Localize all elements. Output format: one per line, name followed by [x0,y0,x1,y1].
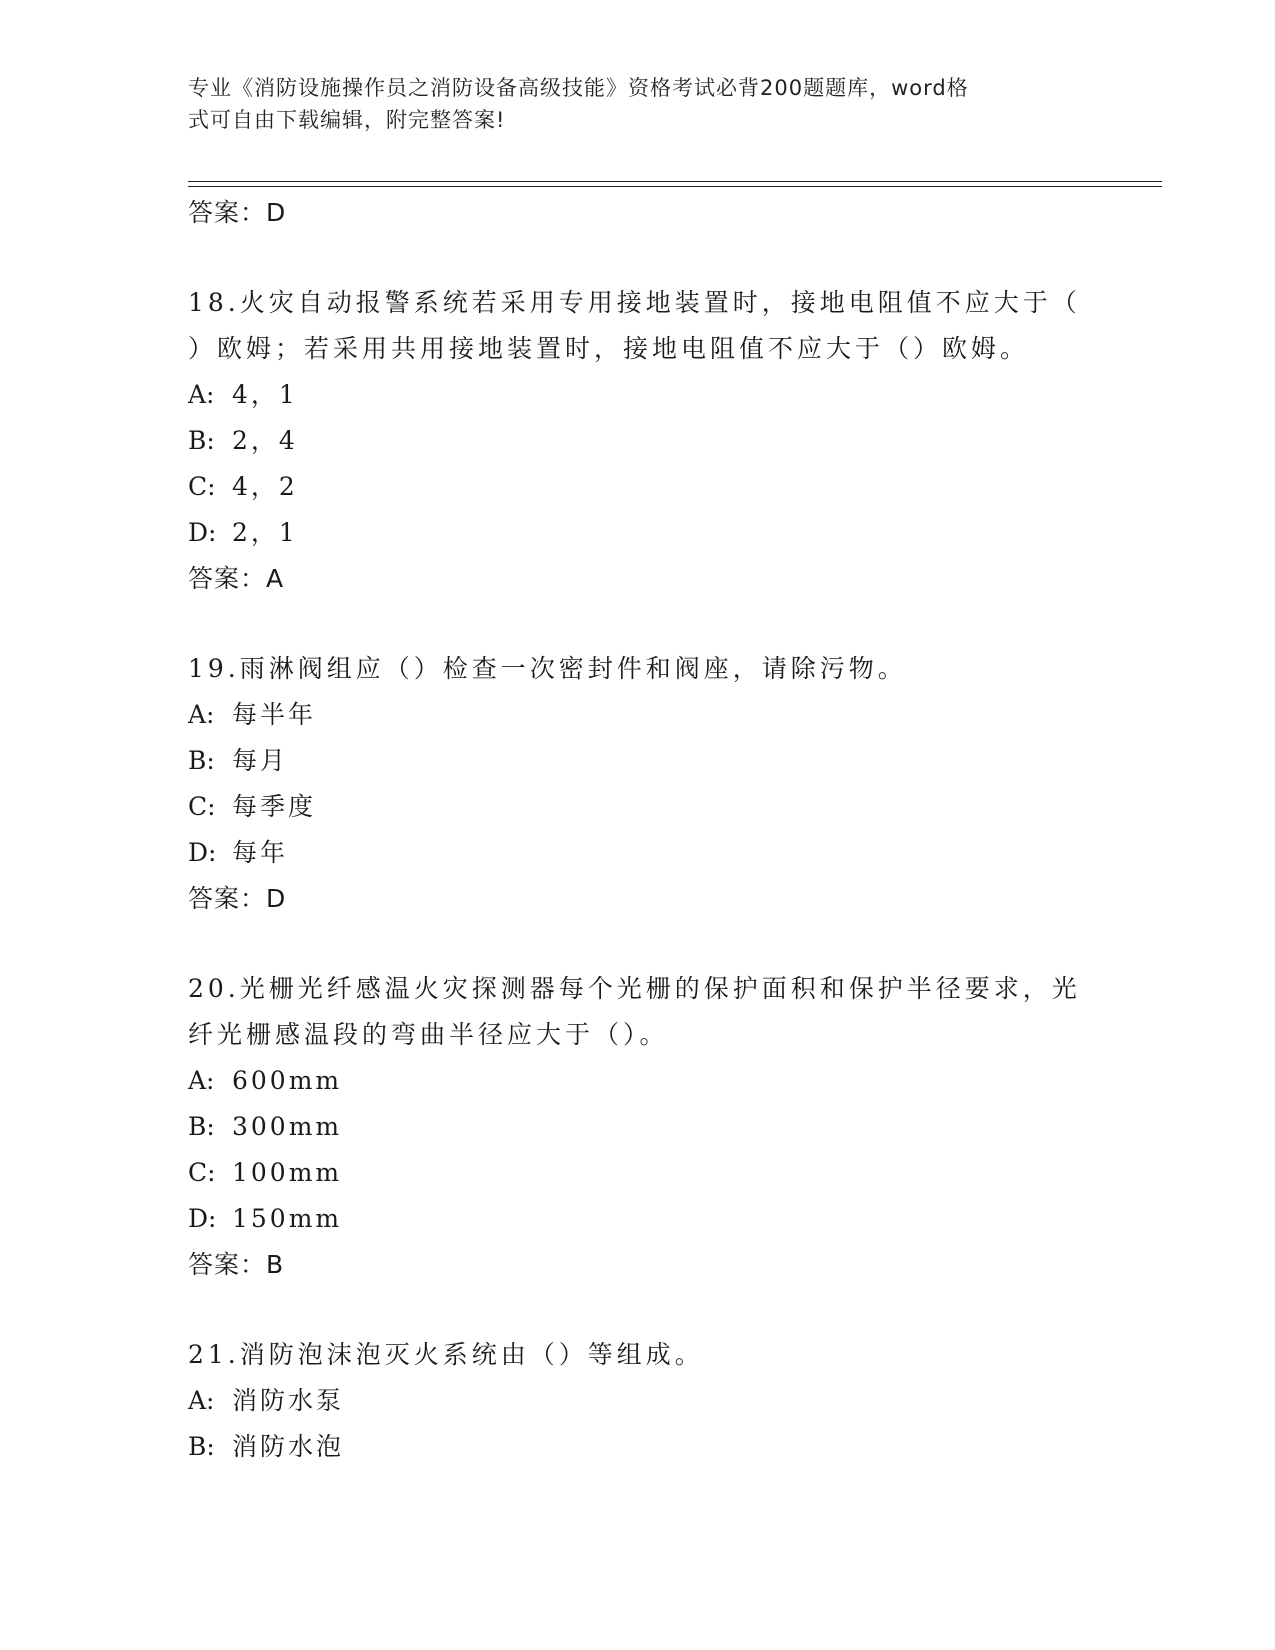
question-text [188,646,1088,692]
question-text [188,966,1088,1058]
question-text-line: 19.雨淋阀组应（）检查一次密封件和阀座，请除污物。 [188,654,907,683]
question-text [188,1332,1088,1378]
option-label: D: [188,518,217,547]
option-a [188,692,1088,738]
option-text: 每季度 [232,792,317,821]
option-b [188,1104,1088,1150]
answer-line: 答案：A [188,564,285,593]
option-b [188,738,1088,784]
question-text-line: 18.火灾自动报警系统若采用专用接地装置时，接地电阻值不应大于（ [188,288,1081,317]
option-label: B: [188,746,215,775]
question-18 [188,280,1088,602]
option-label: B: [188,426,215,455]
option-label: A: [188,1066,215,1095]
option-a [188,1058,1088,1104]
option-label: D: [188,838,217,867]
option-d [188,830,1088,876]
option-c [188,464,1088,510]
option-text: 每半年 [232,700,317,729]
option-text: 300mm [232,1112,343,1141]
question-list [188,190,1088,1470]
header-divider-thick [188,181,1162,182]
option-text: 每月 [232,746,289,775]
question-text [188,280,1088,372]
option-label: B: [188,1112,215,1141]
option-text: 150mm [232,1204,343,1233]
question-20 [188,966,1088,1288]
option-label: D: [188,1204,217,1233]
option-label: A: [188,1386,215,1415]
option-c [188,784,1088,830]
option-text: 消防水泵 [232,1386,345,1415]
option-text: 4，2 [232,472,298,501]
header-line-1: 专业《消防设施操作员之消防设备高级技能》资格考试必背200题题库，word格 [188,76,969,100]
question-21 [188,1332,1088,1470]
answer-line: 答案：B [188,1250,285,1279]
answer-line: 答案：D [188,884,287,913]
header-line-2: 式可自由下载编辑，附完整答案! [188,108,506,132]
option-text: 2，1 [232,518,298,547]
option-text: 4，1 [232,380,298,409]
option-a [188,372,1088,418]
option-text: 600mm [232,1066,343,1095]
question-text-line: 21.消防泡沫泡灭火系统由（）等组成。 [188,1340,704,1369]
question-text-line: ）欧姆；若采用共用接地装置时，接地电阻值不应大于（）欧姆。 [188,334,1030,363]
option-label: C: [188,792,216,821]
document-header [188,72,1068,136]
option-label: C: [188,1158,216,1187]
question-text-line: 20.光栅光纤感温火灾探测器每个光栅的保护面积和保护半径要求，光 [188,974,1081,1003]
option-a [188,1378,1088,1424]
option-label: B: [188,1432,215,1461]
option-d [188,510,1088,556]
option-text: 每年 [232,838,289,867]
option-c [188,1150,1088,1196]
option-text: 2，4 [232,426,298,455]
option-label: A: [188,700,215,729]
option-b [188,1424,1088,1470]
answer-line: 答案：D [188,198,287,227]
header-divider-thin [188,186,1162,187]
option-d [188,1196,1088,1242]
option-label: A: [188,380,215,409]
option-label: C: [188,472,216,501]
question-text-line: 纤光栅感温段的弯曲半径应大于（）。 [188,1020,669,1049]
question-19 [188,646,1088,922]
option-text: 消防水泡 [232,1432,345,1461]
option-b [188,418,1088,464]
option-text: 100mm [232,1158,343,1187]
